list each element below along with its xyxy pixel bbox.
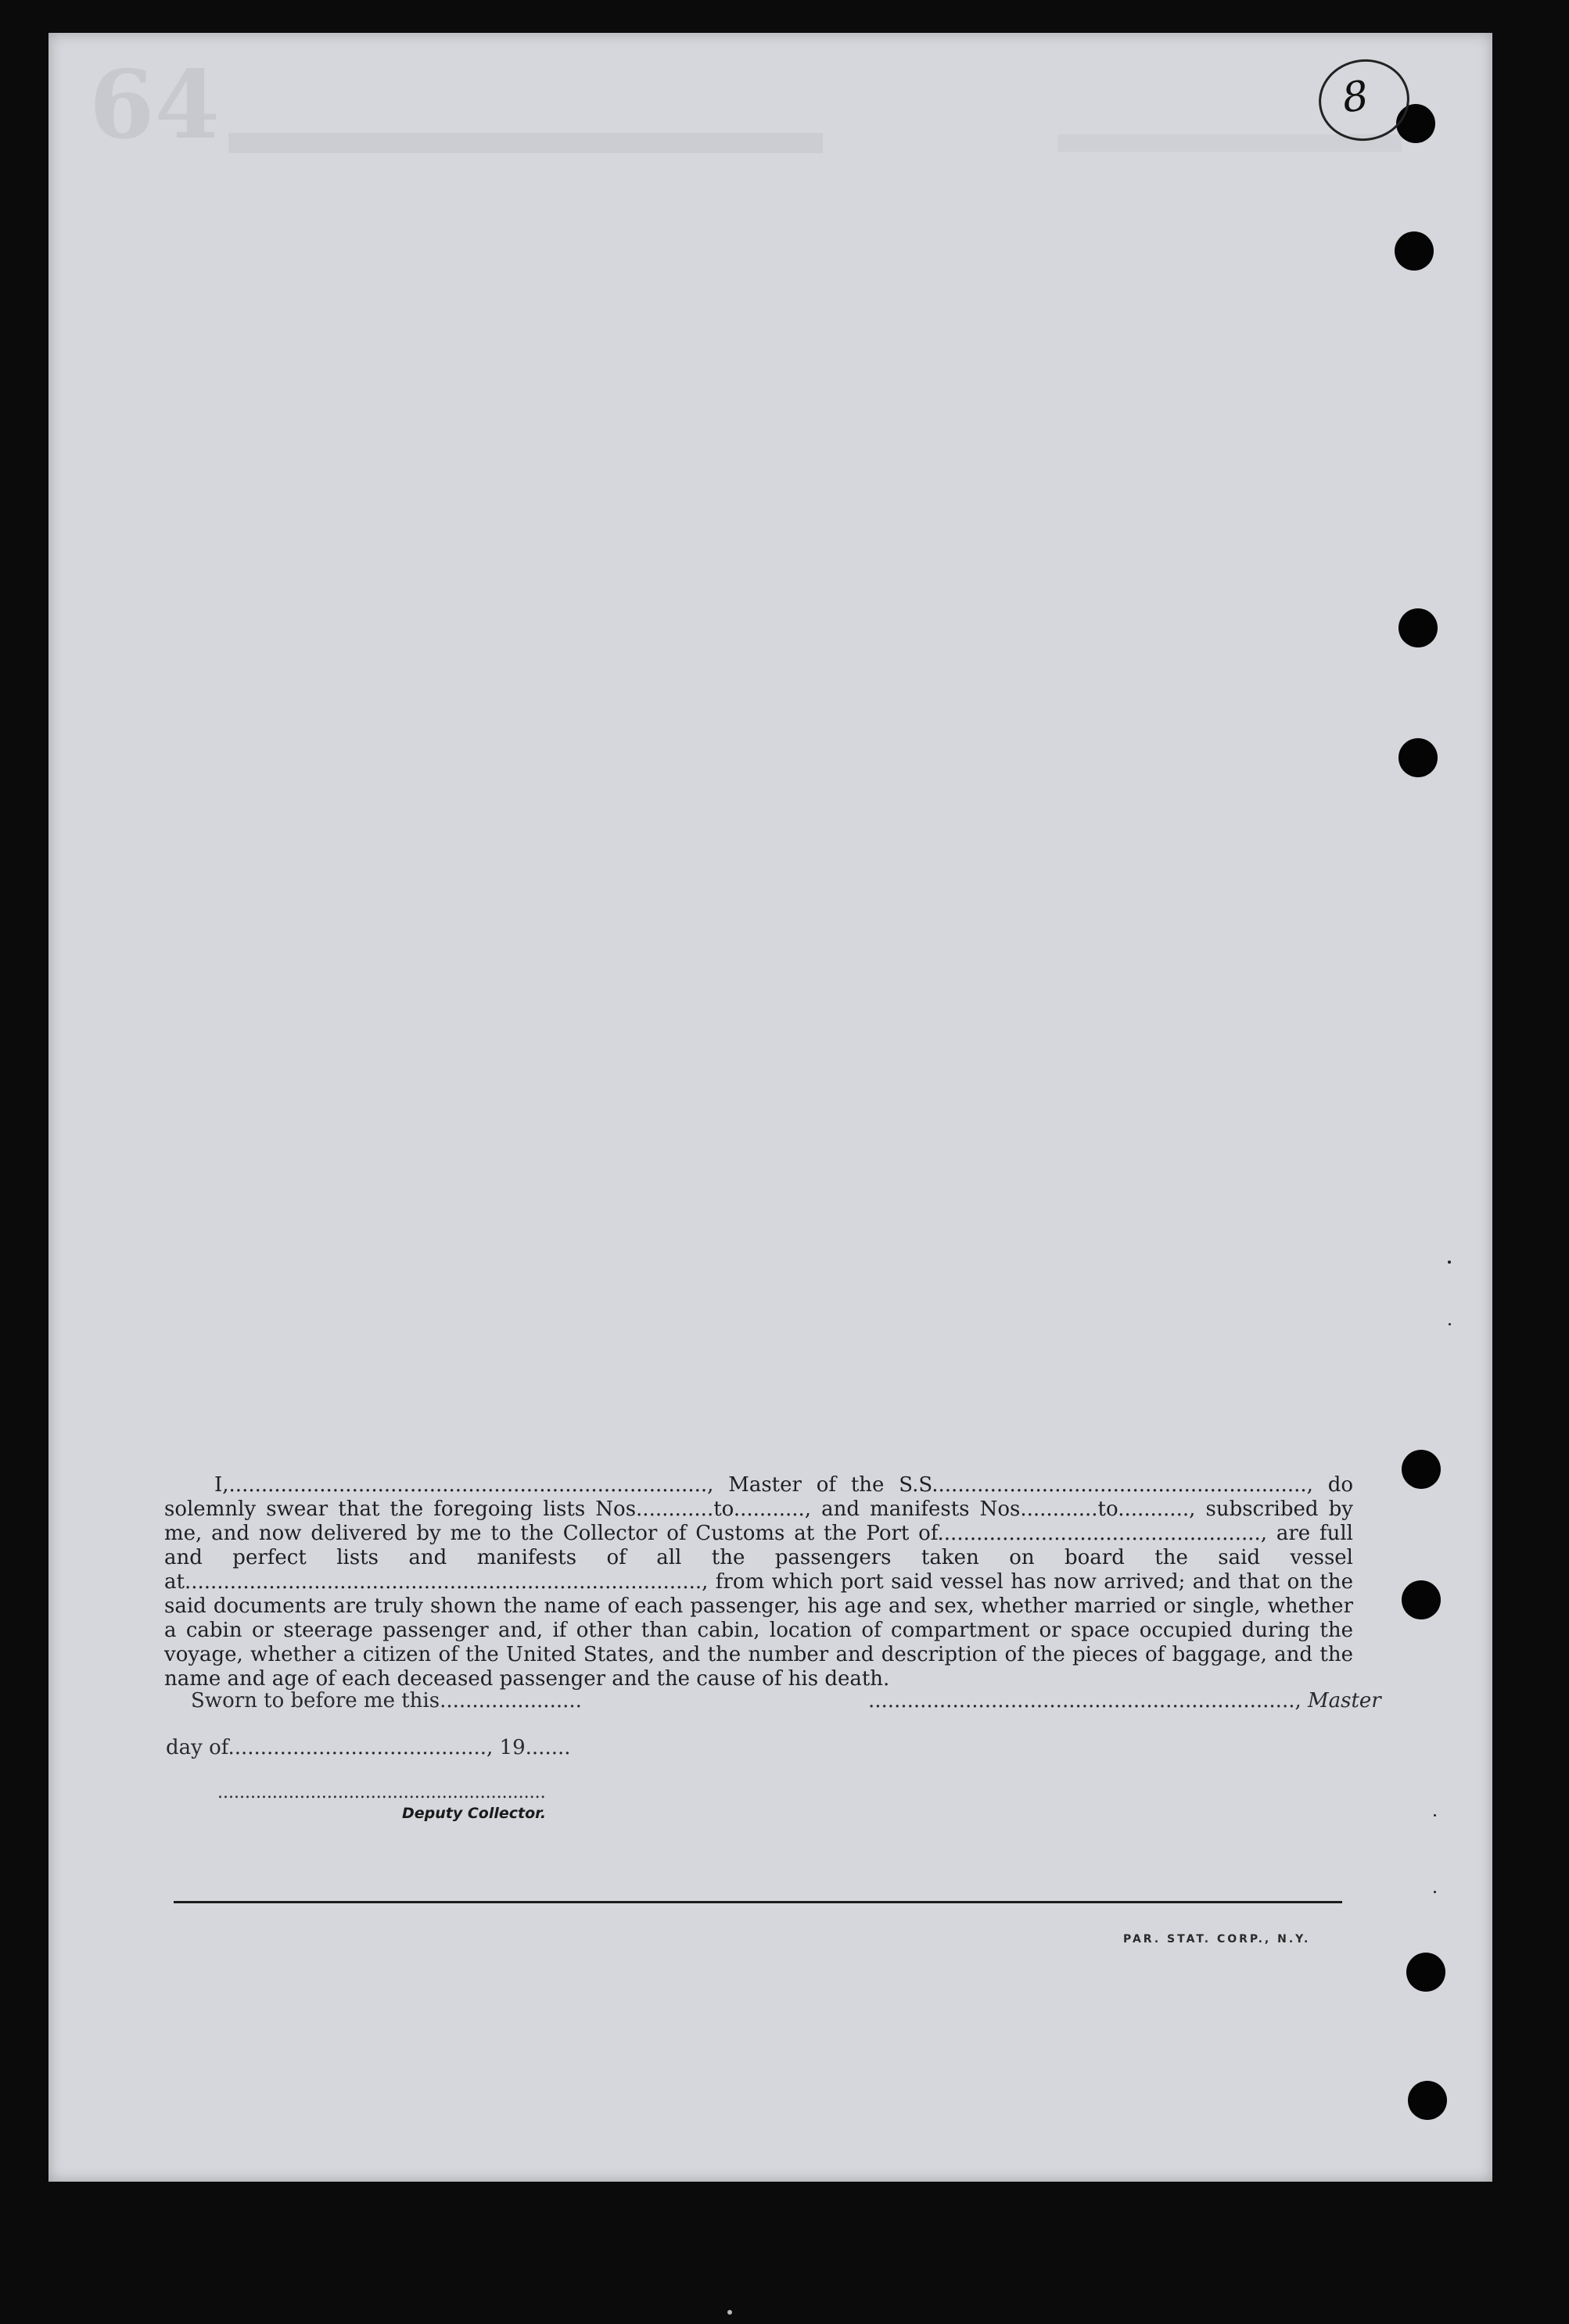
deputy-collector-label: Deputy Collector. (402, 1805, 547, 1822)
punch-hole (1408, 2081, 1447, 2120)
printer-mark: PAR. STAT. CORP., N.Y. (1123, 1933, 1311, 1946)
master-signature-line (868, 1689, 1381, 1713)
speck (1448, 1261, 1451, 1264)
oath-paragraph (164, 1473, 1353, 1691)
speck (1434, 1891, 1436, 1893)
punch-hole (1406, 1953, 1445, 1992)
punch-hole (1402, 1580, 1441, 1619)
divider-rule (174, 1901, 1342, 1903)
document-page (48, 33, 1492, 2182)
speck (1449, 1323, 1451, 1325)
punch-hole (1402, 1450, 1441, 1489)
punch-hole (1395, 231, 1434, 271)
master-label: Master (1308, 1689, 1381, 1713)
bleed-through-number: 64 (89, 50, 220, 160)
oath-text: I,.........................................................................., Master of the S.S.........................................................., do solemnly swear that the foregoing lists Nos............to..........., and manifests Nos............to..........., subscribed by me, and now delivered by me to the Collector of Customs at the Port of.................................................., are full and perfect lists and manifests of all the passengers taken on board the said vessel at................................................................................, from which port said vessel has now arrived; and that on the said documents are truly shown the name of each passenger, his age and sex, whether married or single, whether a cabin or steerage passenger and, if other than cabin, location of compartment or space occupied during the voyage, whether a citizen of the United States, and the number and description of the pieces of baggage, and the name and age of each deceased passenger and the cause of his death. (164, 1473, 1353, 1691)
punch-hole (1398, 738, 1438, 777)
sworn-line: Sworn to before me this...................... (191, 1689, 582, 1713)
deputy-signature-line: ............................................................ (217, 1783, 546, 1802)
bleed-through-header (228, 125, 823, 153)
page-number: 8 (1339, 72, 1372, 123)
speck (727, 2310, 732, 2315)
speck (1434, 1814, 1436, 1817)
punch-hole (1398, 608, 1438, 647)
master-dots: .................................................................., (868, 1689, 1302, 1713)
day-line: day of........................................, 19....... (166, 1736, 571, 1759)
